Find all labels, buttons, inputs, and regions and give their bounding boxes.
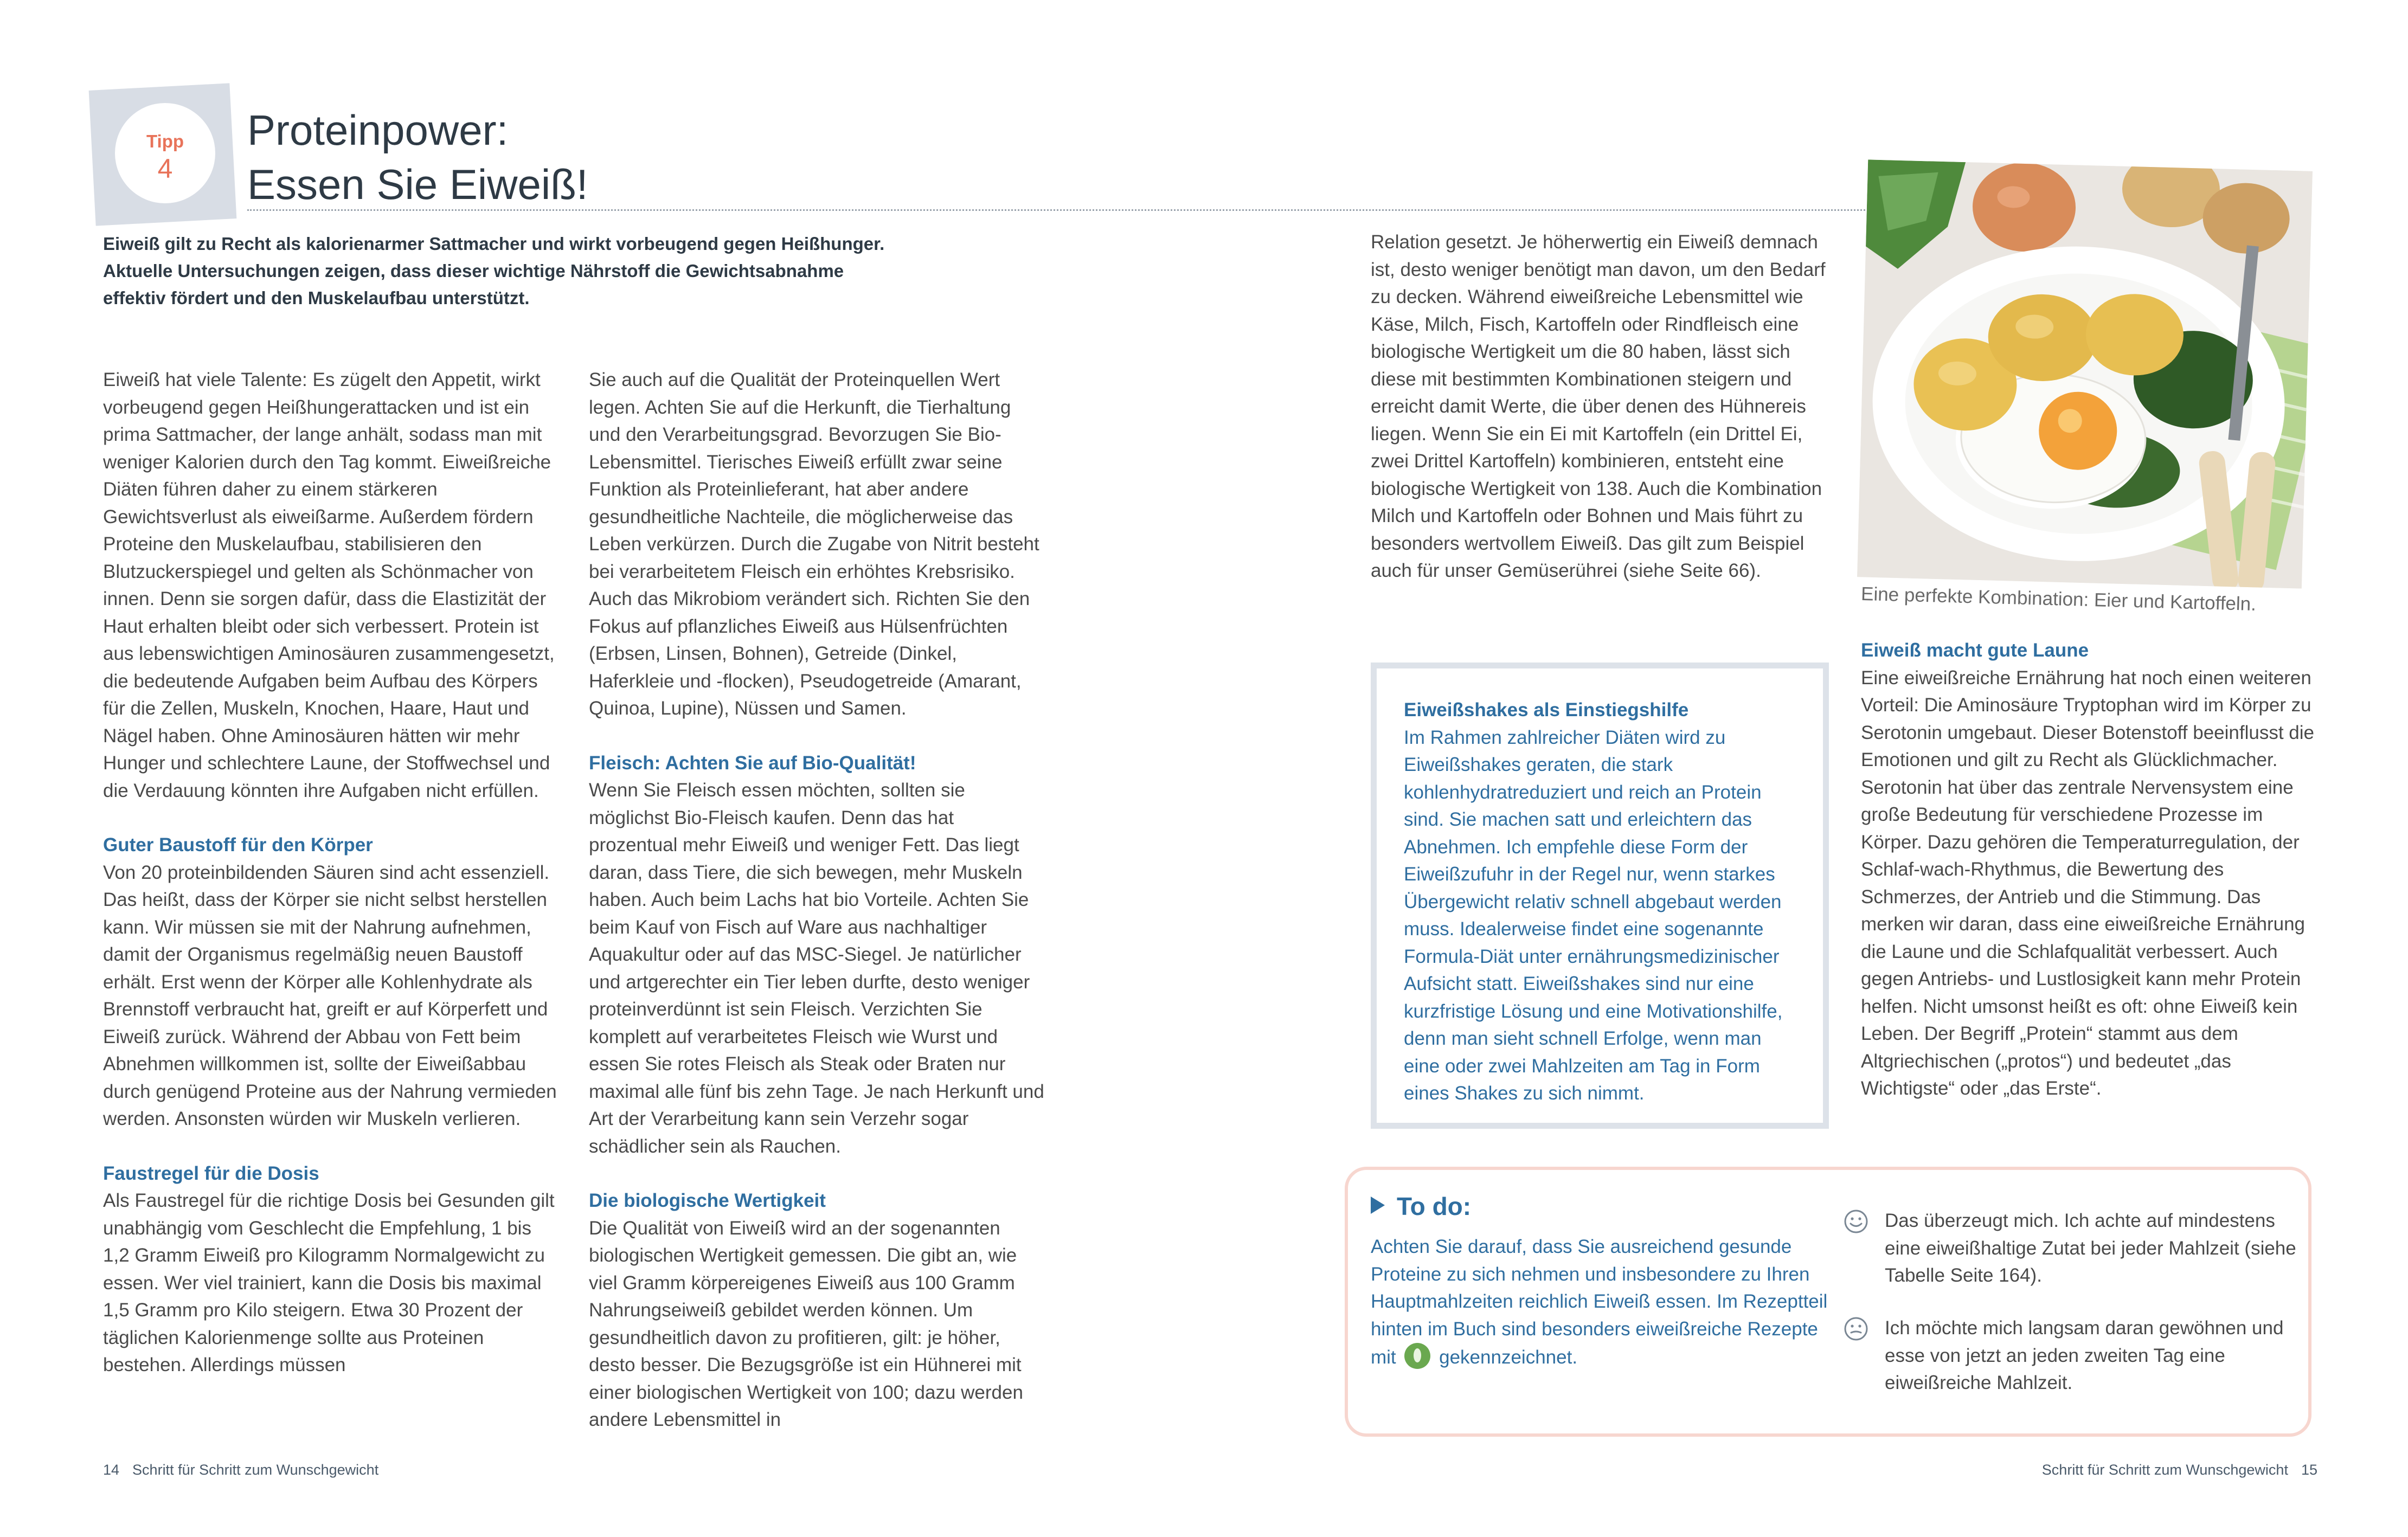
smiley-neutral-icon[interactable]	[1844, 1316, 1868, 1341]
col1-paragraph-1: Eiweiß hat viele Talente: Es zügelt den Appetit, wirkt vorbeugend gegen Heißhungerattacken und ist ein prima Sattmacher, der lange anhält, sodass man mit weniger Kalorien durch den Tag kommt. Eiweißreiche Diäten führen daher zu einem stärkeren Gewichtsverlust als eiweißarme. Außerdem fördern Proteine den Muskelaufbau, stabilisieren den Blutzuckerspiegel und gelten als Schönmacher von innen. Denn sie sorgen dafür, dass die Elastizität der Haut erhalten bleibt oder sich verbessert. Protein ist aus lebenswichtigen Aminosäuren zusammengesetzt, die bedeutende Aufgaben beim Aufbau des Körpers für die Zellen, Muskeln, Knochen, Haare, Haut und Nägel haben. Ohne Aminosäuren hätten wir mehr Hunger und schlechtere Laune, der Stoffwechsel und die Verdauung könnten ihre Aufgaben nicht erfüllen.	[103, 369, 555, 801]
page-number-left: 14	[103, 1462, 120, 1478]
text-column-3	[1371, 229, 1832, 585]
col1-heading-faustregel: Faustregel für die Dosis	[103, 1162, 319, 1184]
footer-right	[2042, 1462, 2317, 1478]
info-box-shakes	[1371, 663, 1829, 1129]
todo-heading-text: To do:	[1397, 1192, 1472, 1220]
col1-paragraph-3: Als Faustregel für die richtige Dosis bei Gesunden gilt unabhängig vom Geschlecht die Empfehlung, 1 bis 1,2 Gramm Eiweiß pro Kilogramm Normalgewicht zu essen. Wer viel trainiert, kann die Dosis bis maximal 1,5 Gramm pro Kilo steigern. Etwa 30 Prozent der täglichen Kalorienmenge sollte aus Proteinen bestehen. Allerdings müssen	[103, 1190, 555, 1375]
footer-left	[103, 1462, 378, 1478]
play-arrow-icon	[1371, 1197, 1385, 1214]
text-column-1	[103, 366, 561, 1379]
todo-text-before-icon: Achten Sie darauf, dass Sie ausreichend gesunde Proteine zu sich nehmen und insbesondere zu Ihren Hauptmahlzeiten reichlich Eiweiß essen. Im Rezeptteil hinten im Buch sind besonders eiweißreiche Rezepte mit	[1371, 1236, 1828, 1368]
col2-heading-wertigkeit: Die biologische Wertigkeit	[589, 1190, 826, 1211]
title-divider	[247, 209, 2145, 211]
photo-caption: Eine perfekte Kombination: Eier und Kartoffeln.	[1860, 583, 2257, 615]
col4-heading-laune: Eiweiß macht gute Laune	[1861, 640, 2089, 661]
col1-heading-baustoff: Guter Baustoff für den Körper	[103, 834, 373, 856]
page-title	[247, 103, 588, 211]
col2-paragraph-1: Sie auch auf die Qualität der Proteinquellen Wert legen. Achten Sie auf die Herkunft, die Tierhaltung und den Verarbeitungsgrad. Bevorzugen Sie Bio-Lebensmittel. Tierisches Eiweiß erfüllt zwar seine Funktion als Proteinlieferant, hat aber andere gesundheitliche Nachteile, die möglicherweise das Leben verkürzen. Durch die Zugabe von Nitrit besteht bei verarbeitetem Fleisch ein erhöhtes Krebsrisiko. Auch das Mikrobiom verändert sich. Richten Sie den Fokus auf pflanzliches Eiweiß aus Hülsenfrüchten (Erbsen, Linsen, Bohnen), Getreide (Dinkel, Haferkleie und -flocken), Pseudogetreide (Amarant, Quinoa, Lupine), Nüssen und Samen.	[589, 369, 1039, 719]
food-photo	[1857, 159, 2313, 588]
tipp-label: Tipp	[146, 131, 184, 151]
todo-option-2[interactable]: Ich möchte mich langsam daran gewöhnen und esse von jetzt an jeden zweiten Tag eine eiweißreiche Mahlzeit.	[1885, 1317, 2284, 1393]
smiley-happy-icon[interactable]	[1844, 1209, 1868, 1234]
col1-paragraph-2: Von 20 proteinbildenden Säuren sind acht essenziell. Das heißt, dass der Körper sie nicht selbst herstellen kann. Wir müssen sie mit der Nahrung aufnehmen, damit der Organismus regelmäßig neuen Baustoff erhält. Erst wenn der Körper alle Kohlenhydrate als Brennstoff verbraucht hat, greift er auf Körperfett und Eiweiß zurück. Während der Abbau von Fett beim Abnehmen willkommen ist, sollte der Eiweißabbau durch genügend Proteine aus der Nahrung vermieden werden. Ansonsten würden wir Muskeln verlieren.	[103, 861, 557, 1129]
col2-paragraph-2: Wenn Sie Fleisch essen möchten, sollten sie möglichst Bio-Fleisch kaufen. Denn das hat prozentual mehr Eiweiß und weniger Fett. Das liegt daran, dass Tiere, die sich bewegen, mehr Muskeln haben. Auch beim Lachs hat bio Vorteile. Achten Sie beim Kauf von Fisch auf Ware aus nachhaltiger Aquakultur oder auf das MSC-Siegel. Je natürlicher und artgerechter ein Tier leben durfte, desto weniger proteinverdünnt ist sein Fleisch. Verzichten Sie komplett auf verarbeitetes Fleisch wie Wurst und essen Sie rotes Fleisch als Steak oder Braten nur maximal alle fünf bis zehn Tage. Je nach Herkunft und Art der Verarbeitung kann sein Verzehr sogar schädlicher sein als Rauchen.	[589, 780, 1044, 1157]
todo-option-1[interactable]: Das überzeugt mich. Ich achte auf mindestens eine eiweißhaltige Zutat bei jeder Mahlzeit (siehe Tabelle Seite 164).	[1885, 1210, 2296, 1286]
todo-text-after-icon: gekennzeichnet.	[1439, 1347, 1578, 1368]
intro-paragraph: Eiweiß gilt zu Recht als kalorienarmer Sattmacher und wirkt vorbeugend gegen Heißhunger. Aktuelle Untersuchungen zeigen, dass dieser wichtige Nährstoff die Gewichtsabnahme effektiv fördert und den Muskelaufbau unterstützt.	[103, 234, 885, 308]
page-number-right: 15	[2301, 1462, 2317, 1478]
tipp-number: 4	[157, 153, 173, 184]
text-column-2	[589, 366, 1047, 1434]
text-column-4	[1861, 637, 2324, 1103]
col2-paragraph-3: Die Qualität von Eiweiß wird an der sogenannten biologischen Wertigkeit gemessen. Die gibt an, wie viel Gramm körpereigenes Eiweiß aus 100 Gramm Nahrungseiweiß gebildet werden können. Um gesundheitlich davon zu profitieren, gilt: je höher, desto besser. Die Bezugsgröße ist ein Hühnerei mit einer biologischen Wertigkeit von 100; dazu werden andere Lebensmittel in	[589, 1217, 1023, 1430]
todo-instruction	[1371, 1233, 1837, 1372]
info-box-body: Im Rahmen zahlreicher Diäten wird zu Eiweißshakes geraten, die stark kohlenhydratreduziert und reich an Protein sind. Sie machen satt und erleichtern das Abnehmen. Ich empfehle diese Form der Eiweißzufuhr in der Regel nur, wenn starkes Übergewicht relativ schnell abgebaut werden muss. Idealerweise findet eine sogenannte Formula-Diät unter ernährungsmedizinischer Aufsicht statt. Eiweißshakes sind nur eine kurzfristige Lösung und eine Motivationshilfe, denn man sieht schnell Erfolge, wenn man eine oder zwei Mahlzeiten am Tag in Form eines Shakes zu sich nimmt.	[1404, 726, 1783, 1104]
col3-paragraph-1: Relation gesetzt. Je höherwertig ein Eiweiß demnach ist, desto weniger benötigt man davon, um den Bedarf zu decken. Während eiweißreiche Lebensmittel wie Käse, Milch, Fisch, Kartoffeln oder Rindfleisch eine biologische Wertigkeit um die 80 haben, lässt sich diese mit bestimmten Kombinationen steigern und erreicht damit Werte, die über denen des Hühnereis liegen. Wenn Sie ein Ei mit Kartoffeln (ein Drittel Ei, zwei Drittel Kartoffeln) kombinieren, entsteht eine biologische Wertigkeit von 138. Auch die Kombination Milch und Kartoffeln oder Bohnen und Mais führt zu besonders wertvollem Eiweiß. Das gilt zum Beispiel auch für unser Gemüserührei (siehe Seite 66).	[1371, 231, 1826, 581]
page-title-line2: Essen Sie Eiweiß!	[247, 160, 588, 208]
protein-leaf-icon	[1404, 1343, 1430, 1369]
page-title-line1: Proteinpower:	[247, 106, 509, 154]
running-title-right: Schritt für Schritt zum Wunschgewicht	[2041, 1462, 2288, 1478]
tipp-badge	[115, 103, 215, 203]
col2-heading-fleisch: Fleisch: Achten Sie auf Bio-Qualität!	[589, 752, 916, 774]
todo-heading	[1371, 1192, 1471, 1221]
running-title-left: Schritt für Schritt zum Wunschgewicht	[132, 1462, 379, 1478]
info-box-title: Eiweißshakes als Einstiegshilfe	[1404, 699, 1689, 721]
food-photo-illustration	[1857, 159, 2313, 588]
col4-paragraph-1: Eine eiweißreiche Ernährung hat noch einen weiteren Vorteil: Die Aminosäure Tryptophan wird im Körper zu Serotonin umgebaut. Dieser Botenstoff beeinflusst die Emotionen und gilt zu Recht als Glücklichmacher. Serotonin hat über das zentrale Nervensystem eine große Bedeutung für verschiedene Prozesse im Körper. Dazu gehören die Temperaturregulation, der Schlaf-wach-Rhythmus, die Bewertung des Schmerzes, der Antrieb und die Stimmung. Das merken wir daran, dass eine eiweißreiche Ernährung die Laune und die Schlafqualität verbessert. Auch gegen Antriebs- und Lustlosigkeit kann mehr Protein helfen. Nicht umsonst heißt es oft: ohne Eiweiß kein Leben. Der Begriff „Protein“ stammt aus dem Altgriechischen („protos“) und bedeutet „das Wichtigste“ oder „das Erste“.	[1861, 667, 2314, 1099]
